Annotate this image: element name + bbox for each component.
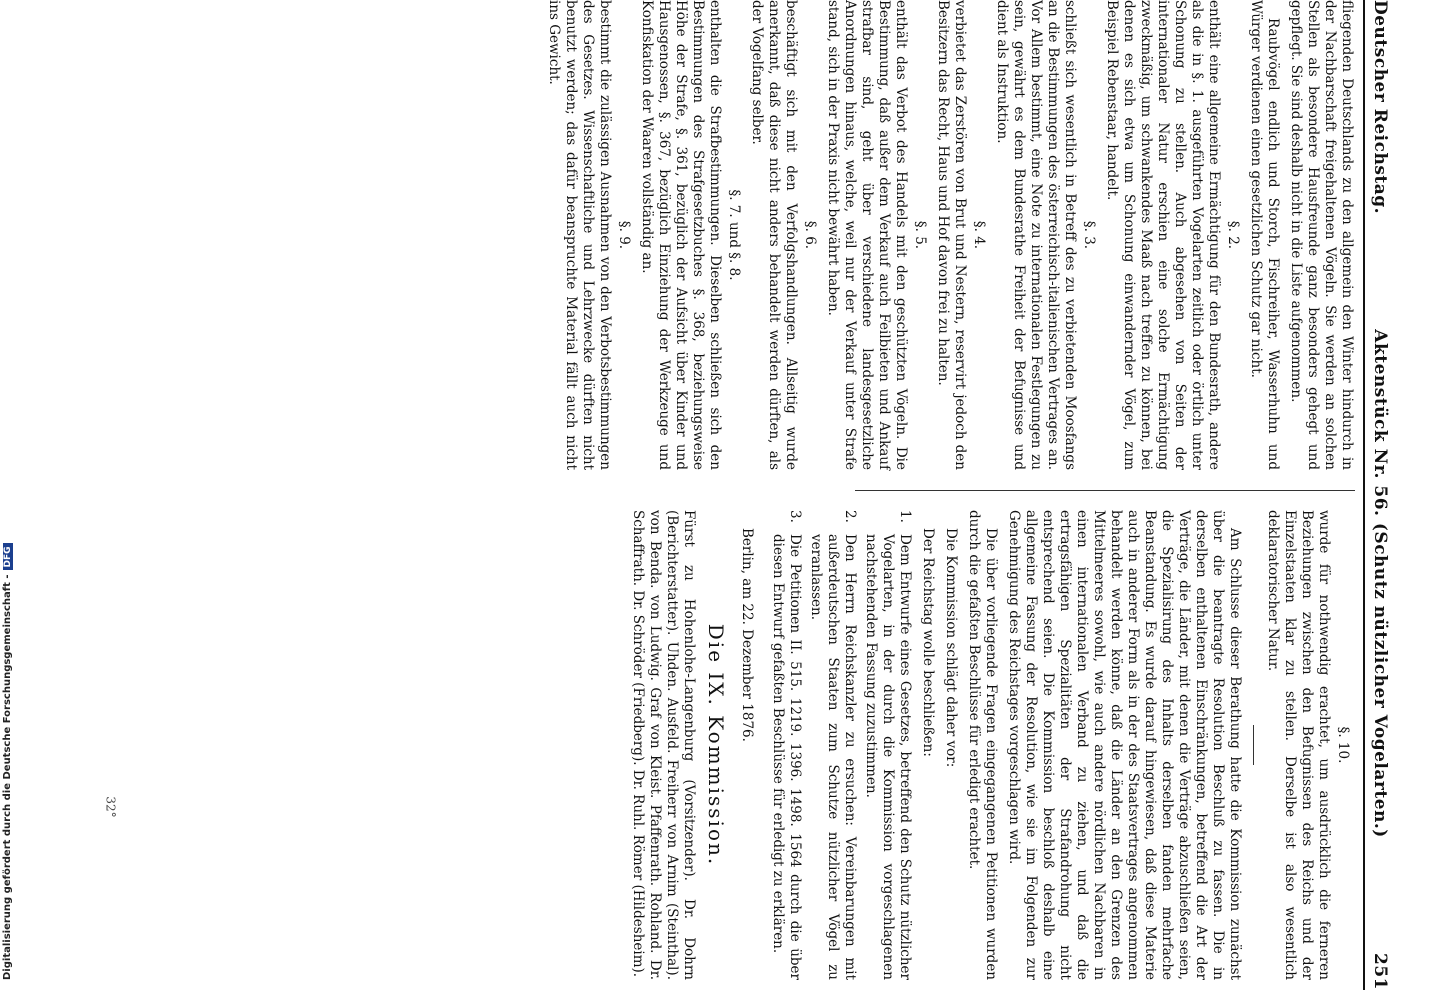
header-center — [1370, 214, 1390, 953]
body-paragraph: enthält eine allgemeine Ermächtigung für den Bundesrath, andere als die in §. 1. ausgeführten Vogelarten zeitlich oder örtlich unter Schonung zu stellen. Auch abgesehen von Seiten der internationaler Natur erschien eine solche Ermächtigung zweckmäßig, um schwankendes Maaß nach treffen zu können, bei denen es sich etwa um Schonung einwandernder Vögel, zum Beispiel Rebenstaar, handelt. — [1104, 0, 1222, 470]
motion-list-item — [862, 510, 913, 980]
section-heading: §. 7. und §. 8. — [726, 189, 742, 281]
running-header — [1363, 0, 1395, 990]
header-page-number: 251 — [1370, 953, 1390, 990]
body-paragraph: Der Reichstag wolle beschließen: — [920, 528, 936, 757]
section-heading: §. 4. — [971, 220, 987, 250]
header-document-number: Aktenstück Nr. 56. — [1370, 329, 1390, 517]
list-text: Den Herrn Reichskanzler zu ersuchen: Vereinbarungen mit außerdeutschen Staaten zum Schutze nützlicher Vögel zu veranlassen. — [808, 534, 858, 980]
motion-list-item — [807, 510, 858, 980]
right-column — [623, 510, 1355, 980]
list-text: Die Petitionen II. 515. 1219. 1396. 1498. 1564 durch die über diesen Entwurf gefaßten Beschlüsse für erledigt zu erklären. — [770, 534, 803, 980]
section-heading: §. 2. — [1225, 220, 1241, 250]
motion-list-item — [769, 510, 803, 980]
digitization-note: Digitalisierung gefördert durch die Deutsche Forschungsgemeinschaft - — [2, 574, 13, 980]
body-paragraph: beschäftigt sich mit den Verfolgshandlungen. Allseitig wurde anerkannt, daß diese nicht anders behandelt werden dürften, als der Vogelfang selber. — [749, 0, 799, 470]
body-paragraph: wurde für nothwendig erachtet, um ausdrücklich die ferneren Beziehungen zwischen den Befugnissen des Reichs und der Einzelstaaten klar zu stellen. Derselbe ist also wesentlich deklaratorischer Natur. — [1265, 510, 1332, 980]
list-number: 2. — [842, 510, 858, 523]
body-paragraph: bestimmt die zulässigen Ausnahmen von den Verbotsbestimmungen des Gesetzes. Wissenschaftliche und Lehrzwecke dürften nicht benutzt werden; das dafür beanspruchte Material fällt auch nicht ins Gewicht. — [546, 0, 613, 470]
section-heading: §. 6. — [802, 220, 818, 250]
committee-title: Die IX. Kommission. — [704, 623, 728, 867]
body-paragraph: schließt sich wesentlich in Betreff des zu verbietenden Moosfangs an die Bestimmungen des österreichisch-italienischen Vertrages an. Vor Allem bestimmt, eine Note zu internationalen Festlegungen zu sein, gewährt es dem Bundesrathe Freiheit der Befugnisse und dient als Instruktion. — [994, 0, 1078, 470]
body-paragraph: Die Kommission schlägt daher vor: — [943, 528, 959, 768]
section-heading: §. 9. — [616, 220, 632, 250]
dfg-logo: DFG — [3, 543, 13, 570]
body-paragraph: enthalten die Strafbestimmungen. Dieselben schließen sich den Bestimmungen des Strafgesetzbuches §. 368, beziehungsweise Höhe der Strafe, §. 361, bezüglich der Aufsicht über Kinder und Hausgenossen, §. 367, bezüglich Einziehung der Werkzeuge und Konfiskation der Waaren vollständig an. — [639, 0, 723, 470]
left-column — [539, 0, 1355, 470]
body-paragraph: fliegenden Deutschlands zu den allgemein den Winter hindurch in der Nachbarschaft freigehaltenen Vögeln. Sie werden an solchen Stellen als besondere Hausfreunde ganz besonders gehegt und gepflegt. Sie sind deshalb nicht in die Liste aufgenommen. — [1288, 0, 1355, 470]
body-paragraph: verbietet das Zerstören von Brut und Nestern, reservirt jedoch den Besitzern das Recht, Haus und Hof davon frei zu halten. — [935, 0, 968, 470]
list-number: 1. — [897, 510, 913, 523]
section-heading: §. 10. — [1335, 726, 1351, 764]
bottom-page-mark: 32° — [103, 796, 118, 818]
body-paragraph: Raubvögel endlich und Storch, Fischreiher, Wasserhuhn und Würger verdienen einen gesetzlichen Schutz gar nicht. — [1248, 0, 1281, 470]
digitization-footer — [0, 0, 26, 1000]
date-line: Berlin, am 22. Dezember 1876. — [739, 528, 755, 742]
list-number: 3. — [787, 510, 803, 523]
list-text: Dem Entwurfe eines Gesetzes, betreffend den Schutz nützlicher Vogelarten, in der durch die Kommission vorgeschlagenen nachstehenden Fassung zuzustimmen. — [863, 534, 913, 980]
body-paragraph: Am Schlusse dieser Berathung hatte die Kommission zunächst über die beantragte Resolution Beschluß zu fassen. Die in derselben enthaltenen Einschränkungen, betreffend die Art der Verträge, die Länder, mit denen die Verträge abzuschließen seien, die Spezialisirung des Inhalts derselben fanden mehrfache Beanstandung. Es wurde darauf hingewiesen, daß diese Materie auch in anderer Form als in der des Staatsvertrages angenommen behandelt werden könne, daß die Länder an den Grenzen des Mittelmeeres sowohl, wie auch andere nördlichen Nachbaren in einen internationalen Verband zu ziehen, und daß die ertragsfähigen Spezialitäten der Strafandrohung nicht entsprechend seien. Die Kommission beschloß deshalb eine allgemeine Fassung der Resolution, wie sie im Folgenden zur Genehmigung des Reichstages vorgeschlagen wird. — [1006, 510, 1243, 980]
section-heading: §. 3. — [1081, 220, 1097, 250]
body-paragraph: Die über vorliegende Fragen eingegangenen Petitionen wurden durch die gefaßten Beschlüsse für erledigt erachtet. — [966, 510, 999, 980]
section-heading: §. 5. — [912, 220, 928, 250]
header-left: Deutscher Reichstag. — [1370, 0, 1390, 215]
committee-members: Fürst zu Hohenlohe-Langenburg (Vorsitzender). Dr. Dohrn (Berichterstatter). Uhden. Ausfeld. Freiherr von Arnim (Steinthal). von Benda. von Ludwig. Graf von Kleist. Pfaffenrath. Rohland. Dr. Schaffrath. Dr. Schröder (Friedberg). Dr. Ruhl. Römer (Hildesheim). — [630, 510, 697, 980]
body-paragraph: enthält das Verbot des Handels mit den geschützten Vögeln. Die Bestimmung, daß außer dem Verkauf auch Feilbieten und Ankauf strafbar sind, geht über verschiedene landesgesetzliche Anordnungen hinaus, welche, weil nur der Verkauf unter Strafe stand, sich in der Praxis nicht bewährt haben. — [825, 0, 909, 470]
separator-rule — [1253, 725, 1254, 765]
column-divider — [855, 490, 1355, 491]
rotated-document-page — [335, 0, 1395, 990]
header-document-topic: (Schutz nützlicher Vogelarten.) — [1370, 522, 1390, 838]
